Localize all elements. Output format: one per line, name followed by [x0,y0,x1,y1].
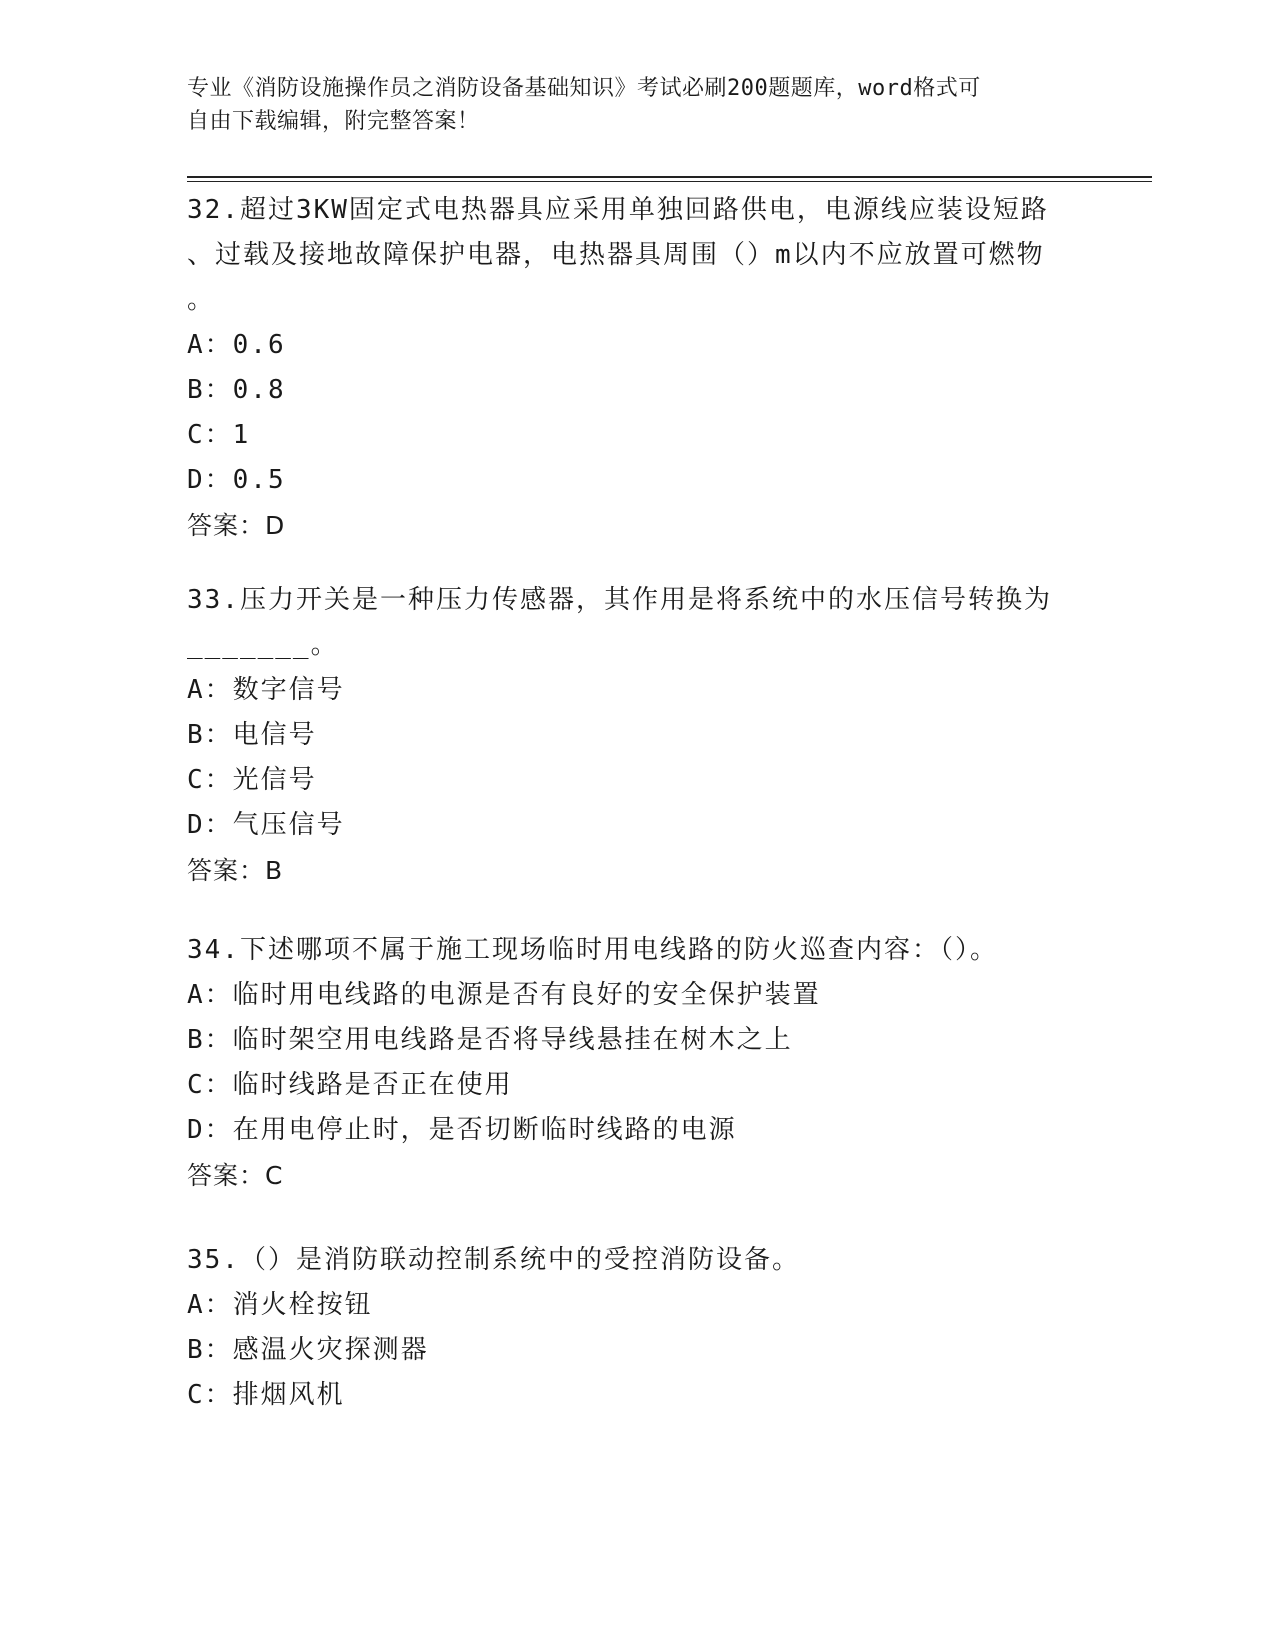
option-a: A：0.6 [187,330,286,360]
option-c: C：临时线路是否正在使用 [187,1070,513,1100]
question-stem-line: 33.压力开关是一种压力传感器，其作用是将系统中的水压信号转换为 [187,585,1052,615]
answer-label: 答案：C [187,1161,284,1190]
header-title-line-2: 自由下载编辑，附完整答案！ [187,109,480,134]
question-stem-line: 32.超过3KW固定式电热器具应采用单独回路供电，电源线应装设短路 [187,195,1049,225]
option-c: C：1 [187,420,251,450]
document-header [187,72,1067,138]
option-b: B：0.8 [187,375,286,405]
question-stem-line: 35.（）是消防联动控制系统中的受控消防设备。 [187,1245,800,1275]
option-c: C：光信号 [187,765,317,795]
question-stem-line: 、过载及接地故障保护电器，电热器具周围（）m以内不应放置可燃物 [187,240,1045,270]
question-35 [187,1238,1087,1418]
question-stem-line: 。 [187,285,216,315]
option-c: C：排烟风机 [187,1380,345,1410]
question-33 [187,578,1087,893]
option-d: D：气压信号 [187,810,345,840]
header-title-line-1: 专业《消防设施操作员之消防设备基础知识》考试必刷200题题库，word格式可 [187,76,981,101]
question-stem-line: 34.下述哪项不属于施工现场临时用电线路的防火巡查内容：（）。 [187,935,998,965]
option-a: A：数字信号 [187,675,345,705]
option-d: D：0.5 [187,465,286,495]
option-b: B：感温火灾探测器 [187,1335,429,1365]
answer-label: 答案：B [187,856,284,885]
header-divider [187,176,1152,182]
question-32 [187,188,1087,548]
question-34 [187,928,1087,1198]
option-d: D：在用电停止时，是否切断临时线路的电源 [187,1115,737,1145]
option-b: B：临时架空用电线路是否将导线悬挂在树木之上 [187,1025,793,1055]
answer-label: 答案：D [187,511,286,540]
option-b: B：电信号 [187,720,317,750]
option-a: A：临时用电线路的电源是否有良好的安全保护装置 [187,980,821,1010]
option-a: A：消火栓按钮 [187,1290,373,1320]
question-stem-line: _______。 [187,630,339,660]
